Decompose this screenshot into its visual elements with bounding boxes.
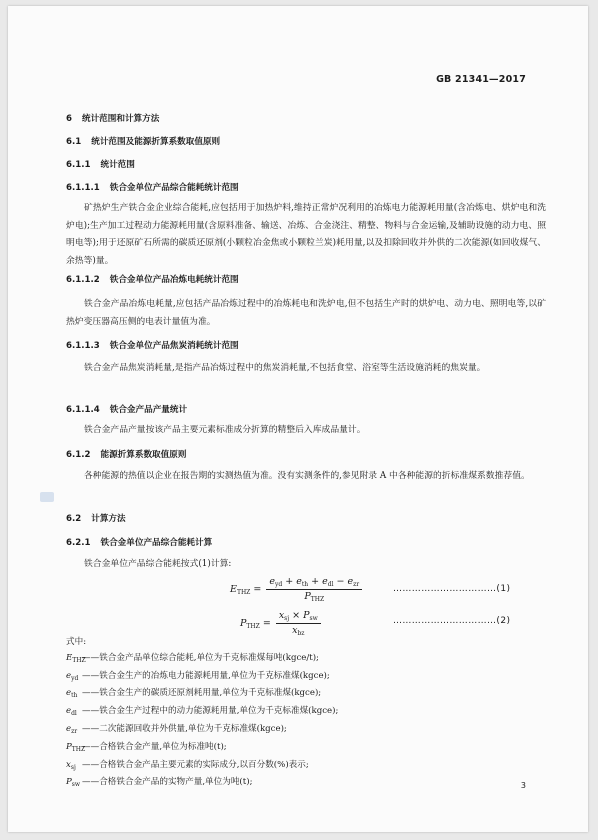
definition-item: $e_{th}$ ——铁合金生产的碳质还原剂耗用量,单位为千克标准煤(kgce); [66, 688, 322, 700]
equation-2-denominator: $x_{bz}$ [292, 625, 305, 637]
equation-1-denominator: $P_{THZ}$ [304, 591, 325, 603]
page-number: 3 [520, 781, 526, 790]
definition-item: $e_{zr}$ ——二次能源回收并外供量,单位为千克标准煤(kgce); [66, 723, 287, 735]
equation-1-ref: ……………………………(1) [393, 584, 511, 594]
definition-item: $P_{sw}$ ——合格铁合金产品的实物产量,单位为吨(t); [66, 777, 253, 789]
heading-6-1-1-1: 6.1.1.1 铁合金单位产品综合能耗统计范围 [66, 183, 239, 193]
definition-item: $E_{THZ}——$铁合金产品单位综合能耗,单位为千克标准煤每吨(kgce/t); [66, 652, 319, 664]
equation-1: $E_{THZ}$ = $\frac{e_{yd} + e_{th} + e_{dl} - e_{zr}}{P_{THZ}}$ [230, 576, 362, 603]
paragraph-energy-scope: 矿热炉生产铁合金企业综合能耗,应包括用于加热炉料,维持正常炉况利用的冶炼电力能源耗用量(含冶炼电、烘炉电和洗炉电);生产加工过程动力能源耗用量(含原料准备、输送、冶炼、合金浇注、精整、物料与合金运输,及辅助设施的动力电、照明电等);用于还原矿石所需的碳质还原剂(小颗粒冶金焦或小颗粒兰炭)耗用量,以及扣除回收并外供的二次能源(如回收煤气、余热等)量。 [66, 203, 546, 266]
heading-6-1: 6.1 统计范围及能源折算系数取值原则 [66, 137, 221, 147]
equation-2-numerator: $x_{sj} \times P_{sw}$ [276, 610, 321, 624]
paragraph-coke-consumption: 铁合金产品焦炭消耗量,是指产品冶炼过程中的焦炭消耗量,不包括食堂、浴室等生活设施消耗的焦炭量。 [84, 363, 486, 373]
heading-6-2-1: 6.2.1 铁合金单位产品综合能耗计算 [66, 538, 213, 548]
equation-1-numerator: $e_{yd} + e_{th} + e_{dl} - e_{zr}$ [266, 576, 362, 590]
definition-item: $P_{THZ}——$合格铁合金产量,单位为标准吨(t); [66, 741, 227, 753]
equation-2-ref: ……………………………(2) [393, 616, 511, 626]
page-marker [40, 492, 54, 502]
heading-6: 6 统计范围和计算方法 [66, 114, 160, 124]
equation-2: $P_{THZ}$ = $\frac{x_{sj} \times P_{sw}}{x_{bz}}$ [240, 610, 321, 637]
heading-6-1-1-2: 6.1.1.2 铁合金单位产品冶炼电耗统计范围 [66, 275, 239, 285]
definitions-label: 式中: [66, 637, 87, 647]
paragraph-conversion-coefficients: 各种能源的热值以企业在报告期的实测热值为准。没有实测条件的,参见附录 A 中各种能源的折标准煤系数推荐值。 [84, 471, 530, 481]
heading-6-1-2: 6.1.2 能源折算系数取值原则 [66, 450, 187, 460]
symbol-definitions [66, 635, 556, 793]
definition-item: $e_{yd}$ ——铁合金生产的冶炼电力能源耗用量,单位为千克标准煤(kgce); [66, 670, 330, 682]
heading-6-1-1-3: 6.1.1.3 铁合金单位产品焦炭消耗统计范围 [66, 341, 239, 351]
paragraph-formula-intro: 铁合金单位产品综合能耗按式(1)计算: [84, 559, 232, 569]
document-page [8, 6, 588, 832]
heading-6-1-1-4: 6.1.1.4 铁合金产品产量统计 [66, 405, 188, 415]
standard-number: GB 21341—2017 [436, 74, 526, 85]
definition-item: $x_{sj}$ ——合格铁合金产品主要元素的实际成分,以百分数(%)表示; [66, 759, 309, 771]
definition-item: $e_{dl}$ ——铁合金生产过程中的动力能源耗用量,单位为千克标准煤(kgce); [66, 706, 339, 718]
paragraph-smelting-power: 铁合金产品冶炼电耗量,应包括产品冶炼过程中的冶炼耗电和洗炉电,但不包括生产时的烘炉电、动力电、照明电等,以矿热炉变压器高压侧的电表计量值为准。 [66, 299, 546, 327]
paragraph-output-stats: 铁合金产品产量按该产品主要元素标准成分折算的精整后入库成品量计。 [84, 425, 366, 435]
heading-6-2: 6.2 计算方法 [66, 514, 126, 524]
heading-6-1-1: 6.1.1 统计范围 [66, 160, 135, 170]
